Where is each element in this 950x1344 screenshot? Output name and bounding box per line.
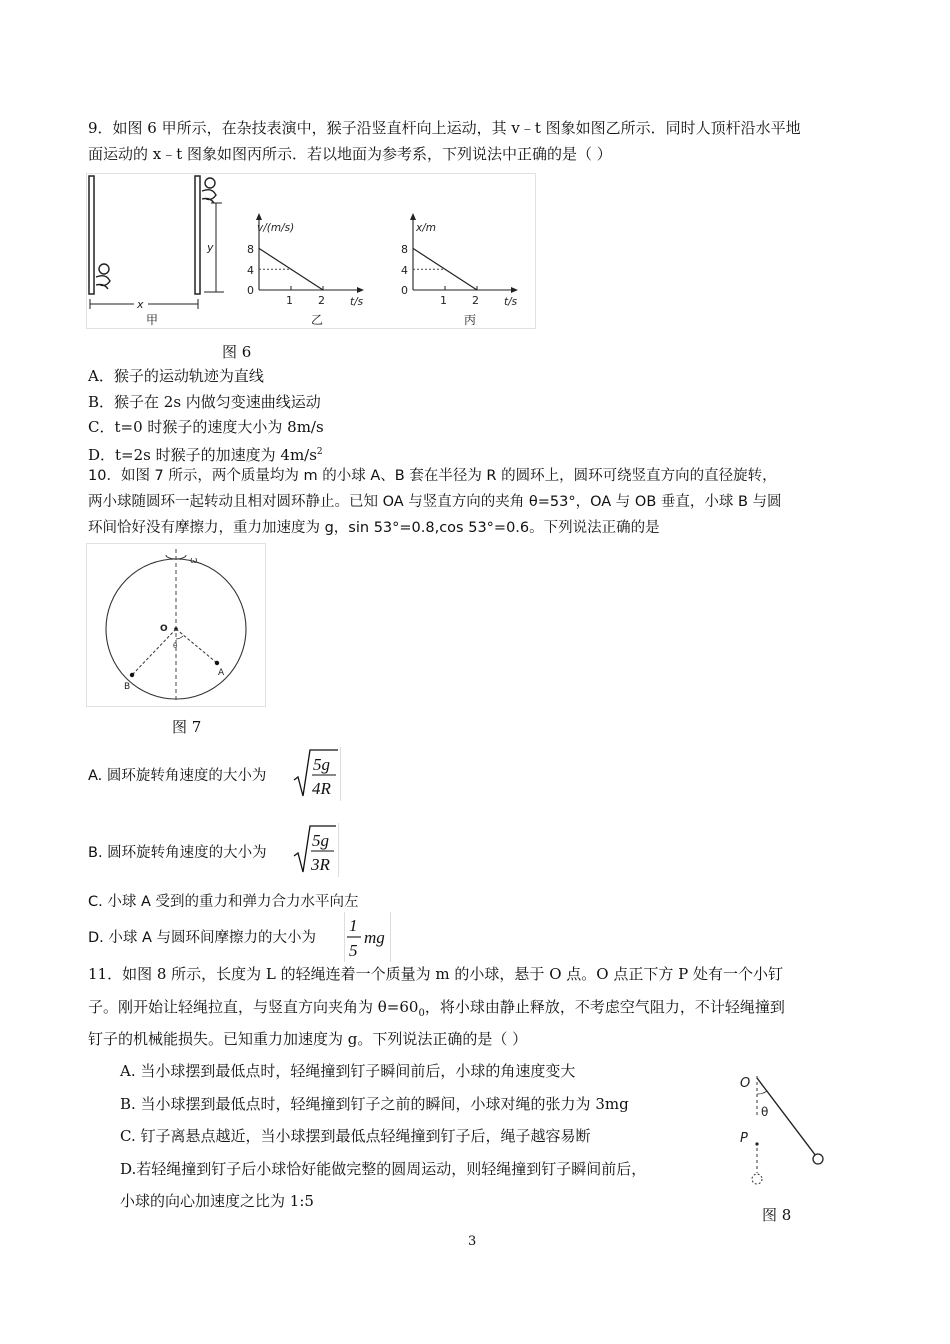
label-bing: 丙 [464,313,477,327]
q11-option-d: D.若轻绳撞到钉子后小球恰好能做完整的圆周运动，则轻绳撞到钉子瞬间前后， [120,1160,647,1178]
yi-tick-1: 1 [286,294,293,307]
x-dimension-label: x [137,298,144,311]
q11-stem-line2 [88,997,785,1024]
q9-option-b: B．猴子在 2s 内做匀变速曲线运动 [88,393,321,411]
q11-option-a: A. 当小球摆到最低点时，轻绳撞到钉子瞬间前后，小球的角速度变大 [120,1062,576,1080]
bing-tick-4: 4 [401,264,408,277]
page-number: 3 [468,1234,477,1249]
point-p-label: P [740,1131,748,1146]
yi-y-label: v/(m/s) [257,222,295,234]
q10-stem-line2: 两小球随圆环一起转动且相对圆环静止。已知 OA 与竖直方向的夹角 θ=53°，OA 与 OB 垂直，小球 B 与圆 [88,494,782,510]
figure-7-caption: 图 7 [172,718,202,736]
q9-stem-line1: 9．如图 6 甲所示，在杂技表演中，猴子沿竖直杆向上运动，其 v﹣t 图象如图乙所示．同时人顶杆沿水平地 [88,119,801,137]
q11-option-c: C. 钉子离悬点越近，当小球摆到最低点轻绳撞到钉子后，绳子越容易断 [120,1127,591,1145]
figure-7 [86,543,266,707]
yi-x-label: t/s [350,296,364,308]
q11-option-d-cont: 小球的向心加速度之比为 1:5 [120,1192,314,1210]
q9-option-d [88,442,323,465]
ball-a [215,661,219,665]
omega-label: ω [190,556,198,566]
yi-tick-4: 4 [247,264,254,277]
yi-tick-0: 0 [247,284,254,297]
q9-option-d-text: D．t=2s 时猴子的加速度为 4m/s [88,446,317,464]
point-o-label: O [740,1076,751,1091]
figure-6 [86,173,536,329]
bing-x-label: t/s [504,296,518,308]
q10-stem-line1: 10．如图 7 所示，两个质量均为 m 的小球 A、B 套在半径为 R 的圆环上，圆环可绕竖直方向的直径旋转， [88,468,777,484]
point-a-label: A [218,668,225,678]
q10-b-denominator: 3R [311,855,330,874]
q10-d-denominator: 5 [349,941,358,960]
q10-b-numerator: 5g [312,831,329,850]
q11-stem-line3: 钉子的机械能损失。已知重力加速度为 g。下列说法正确的是（ ） [88,1030,528,1048]
bing-tick-0: 0 [401,284,408,297]
q10-a-numerator: 5g [313,755,330,774]
q11-option-b: B. 当小球摆到最低点时，轻绳撞到钉子之前的瞬间，小球对绳的张力为 3mg [120,1095,629,1113]
label-jia: 甲 [146,313,159,327]
q10-option-a-formula [292,746,342,802]
q9-option-a: A．猴子的运动轨迹为直线 [88,367,264,385]
ball-lowest-position [752,1174,762,1184]
q10-option-d: D. 小球 A 与圆环间摩擦力的大小为 [88,930,317,946]
pole-right [195,176,200,294]
theta-label: θ [761,1105,769,1119]
q10-a-denominator: 4R [312,779,331,798]
theta-arc [757,1091,767,1094]
q11-stem-line2-head: 子。刚开始让轻绳拉直，与竖直方向夹角为 θ=60 [88,998,419,1016]
bing-tick-8: 8 [401,243,408,256]
y-dimension-label: y [207,241,214,254]
nail [755,1142,758,1145]
point-o-label: O [160,624,168,634]
yi-tick-2: 2 [318,294,325,307]
q10-stem-line3: 环间恰好没有摩擦力，重力加速度为 g，sin 53°=0.8,cos 53°=0.6。下列说法正确的是 [88,520,660,536]
ball [813,1154,823,1164]
q10-d-numerator: 1 [349,916,358,935]
ball-b [130,673,134,677]
q10-d-mg: mg [364,928,385,947]
bing-tick-1: 1 [440,294,447,307]
theta-label: θ [173,642,178,650]
q9-option-c: C．t=0 时猴子的速度大小为 8m/s [88,418,324,436]
bing-y-label: x/m [416,222,436,234]
q10-option-a: A. 圆环旋转角速度的大小为 [88,768,267,784]
figure-8-caption: 图 8 [762,1206,792,1224]
q11-stem-line2-tail: ，将小球由静止释放，不考虑空气阻力，不计轻绳撞到 [424,998,785,1016]
q10-option-d-formula [344,911,392,963]
q11-stem-degree: 0 [418,1008,425,1019]
q9-stem-line2: 面运动的 x﹣t 图象如图丙所示．若以地面为参考系，下列说法中正确的是（ ） [88,145,612,163]
point-b-label: B [124,682,131,692]
q9-option-d-sup: 2 [316,447,323,457]
bing-tick-2: 2 [472,294,479,307]
q10-option-c: C. 小球 A 受到的重力和弹力合力水平向左 [88,894,359,910]
q10-option-b-formula [292,822,340,878]
figure-6-caption: 图 6 [222,343,252,361]
q11-stem-line1: 11．如图 8 所示，长度为 L 的轻绳连着一个质量为 m 的小球，悬于 O 点。O 点正下方 P 处有一个小钉 [88,965,783,983]
q10-option-b: B. 圆环旋转角速度的大小为 [88,845,267,861]
yi-tick-8: 8 [247,243,254,256]
pole-left [89,176,94,294]
label-yi: 乙 [311,313,324,327]
figure-8 [730,1068,840,1192]
